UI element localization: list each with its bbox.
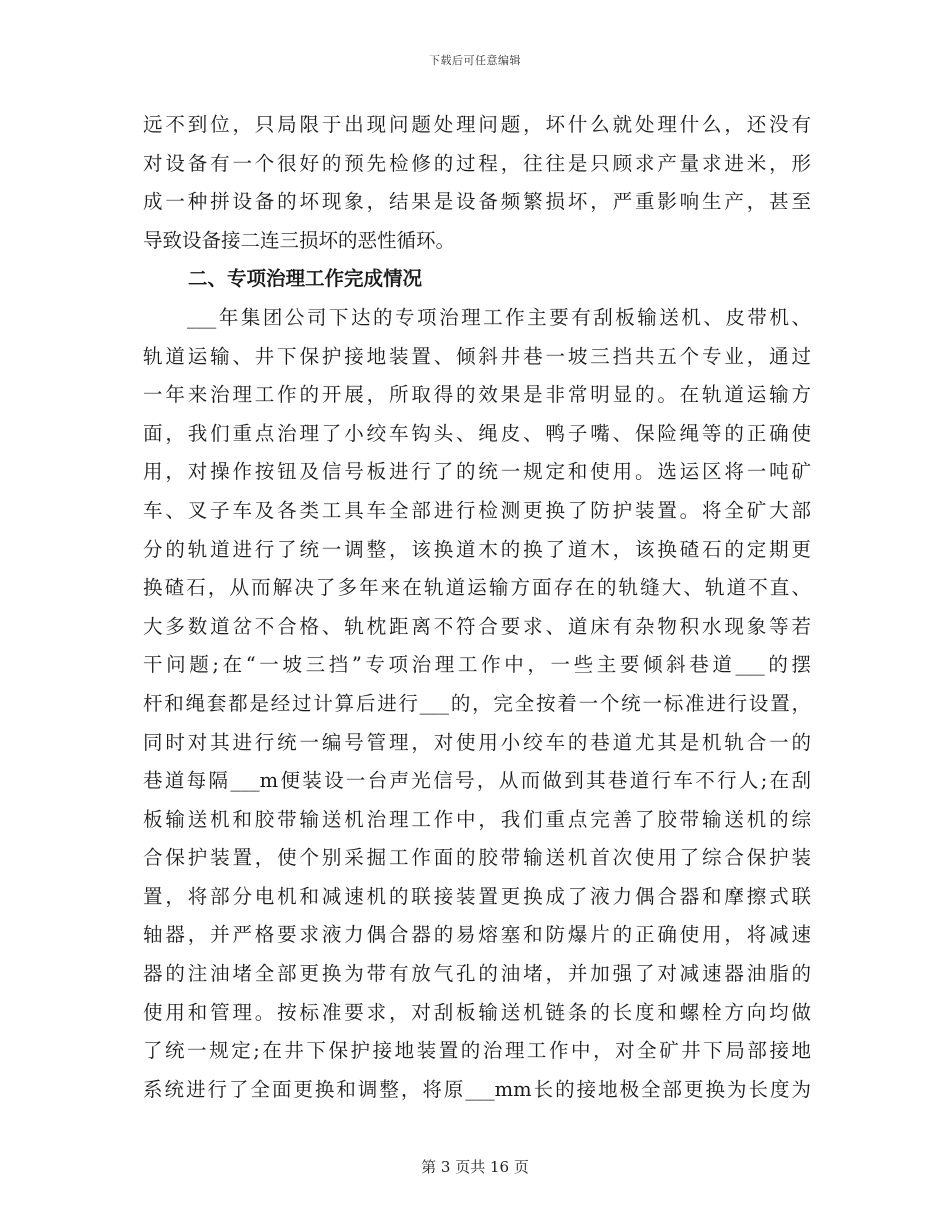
text-line: 面，我们重点治理了小绞车钩头、绳皮、鸭子嘴、保险绳等的正确使 (143, 421, 811, 445)
text-line: 系统进行了全面更换和调整，将原___mm长的接地极全部更换为长度为 (143, 1077, 811, 1101)
text-line: 板输送机和胶带输送机治理工作中，我们重点完善了胶带输送机的综 (143, 807, 811, 831)
text-line: 置，将部分电机和减速机的联接装置更换成了液力偶合器和摩擦式联 (143, 884, 811, 908)
text-line: 干问题;在“一坡三挡”专项治理工作中，一些主要倾斜巷道___的摆 (143, 653, 811, 677)
paragraph-2 (143, 299, 811, 1109)
text-line: ___年集团公司下达的专项治理工作主要有刮板输送机、皮带机、 (143, 305, 811, 329)
text-line: 用，对操作按钮及信号板进行了的统一规定和使用。选运区将一吨矿 (143, 460, 811, 484)
text-line: 合保护装置，使个别采掘工作面的胶带输送机首次使用了综合保护装 (143, 846, 811, 870)
document-body (143, 106, 811, 1109)
text-line: 同时对其进行统一编号管理，对使用小绞车的巷道尤其是机轨合一的 (143, 730, 811, 754)
text-line: 了统一规定;在井下保护接地装置的治理工作中，对全矿井下局部接地 (143, 1039, 811, 1063)
text-line: 轴器，并严格要求液力偶合器的易熔塞和防爆片的正确使用，将减速 (143, 923, 811, 947)
text-line: 一年来治理工作的开展，所取得的效果是非常明显的。在轨道运输方 (143, 383, 811, 407)
page-number: 第 3 页共 16 页 (421, 1158, 529, 1176)
text-line: 成一种拼设备的坏现象，结果是设备频繁损坏，严重影响生产，甚至 (143, 190, 811, 214)
text-line: 换碴石，从而解决了多年来在轨道运输方面存在的轨缝大、轨道不直、 (143, 576, 811, 600)
text-line: 轨道运输、井下保护接地装置、倾斜井巷一坡三挡共五个专业，通过 (143, 344, 811, 368)
section-heading: 二、专项治理工作完成情况 (188, 267, 423, 291)
page-header-note: 下载后可任意编辑 (429, 54, 521, 67)
text-line: 对设备有一个很好的预先检修的过程，往往是只顾求产量求进米，形 (143, 151, 811, 175)
text-line: 器的注油堵全部更换为带有放气孔的油堵，并加强了对减速器油脂的 (143, 962, 811, 986)
text-line: 分的轨道进行了统一调整，该换道木的换了道木，该换碴石的定期更 (143, 537, 811, 561)
text-line: 杆和绳套都是经过计算后进行___的，完全按着一个统一标准进行设置， (143, 691, 811, 715)
text-line: 使用和管理。按标准要求，对刮板输送机链条的长度和螺栓方向均做 (143, 1000, 811, 1024)
text-line: 巷道每隔___m便装设一台声光信号，从而做到其巷道行车不行人;在刮 (143, 769, 811, 793)
text-line: 大多数道岔不合格、轨枕距离不符合要求、道床有杂物积水现象等若 (143, 614, 811, 638)
paragraph-1 (143, 106, 811, 260)
text-line: 远不到位，只局限于出现问题处理问题，坏什么就处理什么，还没有 (143, 113, 811, 136)
text-line: 车、叉子车及各类工具车全部进行检测更换了防护装置。将全矿大部 (143, 498, 811, 522)
text-line: 导致设备接二连三损坏的恶性循环。 (143, 228, 456, 252)
